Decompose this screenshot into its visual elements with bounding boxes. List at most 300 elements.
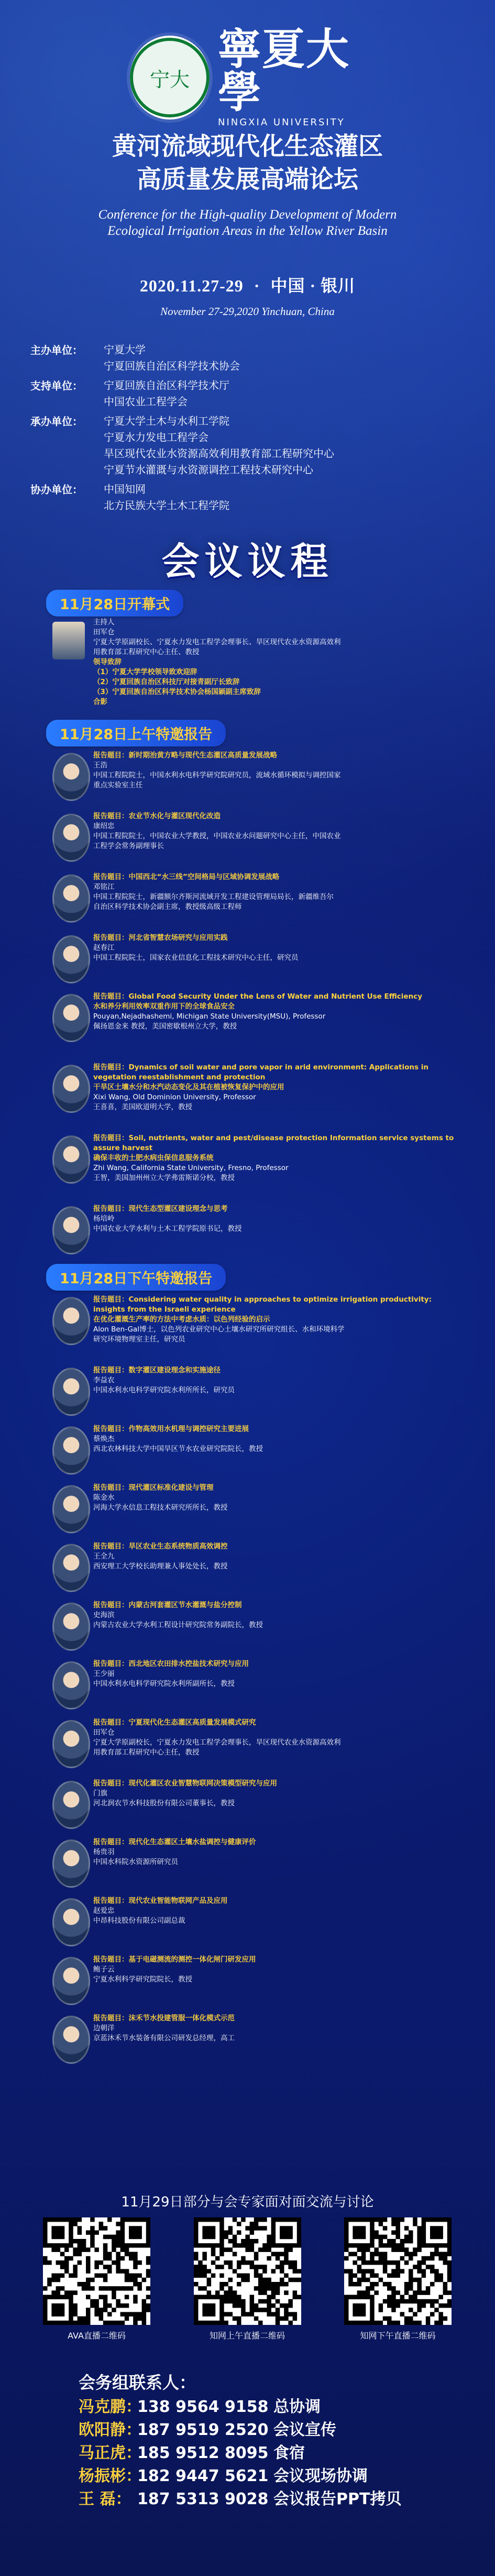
qr-module xyxy=(258,2308,263,2312)
qr-module xyxy=(434,2247,439,2252)
qr-module xyxy=(409,2317,413,2321)
sponsor-row xyxy=(30,342,465,374)
qr-module xyxy=(262,2282,267,2287)
sponsor-org: 旱区现代农业水资源高效利用教育部工程研究中心 xyxy=(104,447,334,460)
qr-module xyxy=(438,2256,443,2261)
qr-module xyxy=(78,2282,82,2287)
speaker-avatar xyxy=(52,1368,90,1416)
qr-module xyxy=(56,2226,61,2231)
qr-module xyxy=(447,2265,452,2269)
qr-module xyxy=(422,2299,426,2304)
qr-module xyxy=(224,2260,228,2265)
qr-module xyxy=(366,2243,370,2248)
qr-module xyxy=(344,2231,349,2235)
qr-module xyxy=(237,2260,241,2265)
qr-module xyxy=(391,2247,396,2252)
qr-module xyxy=(219,2295,224,2300)
qr-module xyxy=(142,2217,147,2222)
qr-module xyxy=(430,2282,435,2287)
qr-module xyxy=(133,2274,138,2278)
qr-module xyxy=(426,2317,431,2321)
university-logo xyxy=(130,24,366,128)
qr-module xyxy=(146,2231,150,2235)
qr-module xyxy=(391,2290,396,2295)
qr-module xyxy=(73,2265,78,2269)
qr-module xyxy=(232,2317,237,2321)
qr-module xyxy=(391,2231,396,2235)
qr-module xyxy=(258,2265,263,2269)
speaker-line: 王少丽 xyxy=(93,1670,115,1678)
qr-module xyxy=(387,2321,392,2325)
qr-module xyxy=(361,2256,366,2261)
qr-module xyxy=(215,2217,220,2222)
qr-module xyxy=(379,2217,383,2222)
qr-module xyxy=(353,2235,357,2239)
qr-module xyxy=(391,2303,396,2308)
talk-title: 报告题目：现代农业智能物联网产品及应用 xyxy=(93,1897,228,1905)
qr-module xyxy=(409,2256,413,2261)
sponsor-org: 宁夏回族自治区科学技术厅 xyxy=(104,379,229,392)
qr-module xyxy=(409,2269,413,2274)
qr-module xyxy=(348,2217,353,2222)
qr-module xyxy=(90,2217,95,2222)
speaker-line: Pouyan,Nejadhashemi, Michigan State University(MSU), Professor xyxy=(93,1012,326,1021)
qr-module xyxy=(254,2222,258,2226)
qr-module xyxy=(284,2235,289,2239)
qr-module xyxy=(275,2286,280,2291)
qr-module xyxy=(120,2239,125,2244)
qr-module xyxy=(47,2278,52,2282)
qr-module xyxy=(348,2274,353,2278)
qr-module xyxy=(374,2321,379,2325)
sponsor-orgs xyxy=(104,377,229,410)
contact-phone[interactable]: 185 9512 8095 xyxy=(137,2444,269,2462)
qr-module xyxy=(90,2299,95,2304)
qr-module xyxy=(219,2265,224,2269)
sponsor-role: 支持单位： xyxy=(30,380,83,392)
qr-module xyxy=(348,2278,353,2282)
qr-module xyxy=(107,2312,112,2317)
qr-module xyxy=(73,2269,78,2274)
qr-module xyxy=(120,2286,125,2291)
qr-module xyxy=(228,2290,233,2295)
qr-module xyxy=(86,2317,91,2321)
qr-item[interactable] xyxy=(194,2217,301,2354)
qr-module xyxy=(56,2286,61,2291)
qr-module xyxy=(241,2308,246,2312)
talk-item xyxy=(0,1058,495,1129)
qr-module xyxy=(361,2226,366,2231)
qr-module xyxy=(292,2217,297,2222)
qr-module xyxy=(348,2252,353,2257)
speaker-line: 边朝洋 xyxy=(93,2024,115,2032)
qr-module xyxy=(379,2260,383,2265)
qr-module xyxy=(69,2303,73,2308)
qr-module xyxy=(284,2282,289,2287)
talk-text xyxy=(93,1837,460,1867)
qr-module xyxy=(133,2321,138,2325)
qr-module xyxy=(426,2243,431,2248)
speaker-line: 杨培岭 xyxy=(93,1215,115,1223)
qr-module xyxy=(116,2235,120,2239)
qr-module xyxy=(86,2312,91,2317)
qr-code-icon[interactable] xyxy=(344,2217,452,2325)
qr-module xyxy=(120,2217,125,2222)
talk-title: 报告题目：内蒙古河套灌区节水灌溉与盐分控制 xyxy=(93,1601,242,1609)
qr-module xyxy=(434,2252,439,2257)
qr-module xyxy=(434,2308,439,2312)
qr-module xyxy=(370,2217,375,2222)
qr-module xyxy=(78,2321,82,2325)
talk-text xyxy=(93,872,460,912)
qr-module xyxy=(267,2299,271,2304)
qr-module xyxy=(129,2278,134,2282)
speaker-line: 鲍子云 xyxy=(93,1965,115,1974)
talk-item xyxy=(0,1892,495,1951)
qr-module xyxy=(284,2252,289,2257)
host-avatar xyxy=(52,622,85,659)
qr-module xyxy=(370,2286,375,2291)
qr-module xyxy=(107,2235,112,2239)
qr-module xyxy=(443,2243,448,2248)
qr-module xyxy=(296,2239,301,2244)
contact-duty: 总协调 xyxy=(273,2398,321,2416)
contact-phone[interactable]: 182 9447 5621 xyxy=(137,2467,269,2485)
speaker-line: 自治区科学技术协会副主席，教授级高级工程师 xyxy=(93,903,242,911)
qr-module xyxy=(249,2260,254,2265)
qr-module xyxy=(271,2286,276,2291)
talk-item xyxy=(0,1774,495,1833)
qr-module xyxy=(395,2265,400,2269)
qr-module xyxy=(228,2231,233,2235)
qr-module xyxy=(404,2247,409,2252)
qr-item[interactable] xyxy=(43,2217,150,2354)
qr-module xyxy=(232,2239,237,2244)
qr-module xyxy=(202,2235,207,2239)
section-title-opening: 11月28日开幕式 xyxy=(46,590,183,616)
qr-module xyxy=(78,2247,82,2252)
qr-module xyxy=(262,2247,267,2252)
qr-module xyxy=(60,2231,65,2235)
qr-module xyxy=(125,2269,129,2274)
title-cn-line: 高质量发展高端论坛 xyxy=(137,165,358,194)
qr-module xyxy=(249,2247,254,2252)
qr-module xyxy=(206,2282,211,2287)
qr-module xyxy=(112,2247,116,2252)
qr-module xyxy=(129,2231,134,2235)
qr-module xyxy=(56,2312,61,2317)
qr-module xyxy=(447,2231,452,2235)
qr-module xyxy=(237,2243,241,2248)
qr-module xyxy=(370,2321,375,2325)
qr-module xyxy=(374,2282,379,2287)
speaker-line: 杨贵羽 xyxy=(93,1848,115,1856)
qr-module xyxy=(422,2217,426,2222)
qr-module xyxy=(254,2269,258,2274)
qr-module xyxy=(296,2269,301,2274)
qr-module xyxy=(353,2295,357,2300)
qr-module xyxy=(438,2226,443,2231)
qr-module xyxy=(409,2295,413,2300)
qr-module xyxy=(82,2286,86,2291)
qr-module xyxy=(94,2274,99,2278)
qr-module xyxy=(395,2260,400,2265)
contact-phone[interactable]: 187 9519 2520 xyxy=(137,2421,269,2439)
qr-module xyxy=(194,2274,199,2278)
qr-module xyxy=(137,2282,142,2287)
qr-module xyxy=(391,2243,396,2248)
qr-module xyxy=(219,2317,224,2321)
qr-module xyxy=(86,2278,91,2282)
qr-module xyxy=(370,2282,375,2287)
qr-module xyxy=(107,2269,112,2274)
qr-module xyxy=(296,2231,301,2235)
qr-module xyxy=(211,2312,215,2317)
qr-module xyxy=(267,2303,271,2308)
date-en: November 27-29,2020 Yinchuan, China xyxy=(160,305,335,318)
qr-module xyxy=(357,2243,362,2248)
qr-code-icon[interactable] xyxy=(43,2217,150,2325)
qr-module xyxy=(417,2299,422,2304)
qr-module xyxy=(348,2243,353,2248)
qr-module xyxy=(430,2217,435,2222)
qr-module xyxy=(370,2317,375,2321)
qr-module xyxy=(258,2274,263,2278)
qr-module xyxy=(228,2312,233,2317)
qr-module xyxy=(348,2269,353,2274)
qr-module xyxy=(438,2274,443,2278)
qr-module xyxy=(103,2235,108,2239)
qr-module xyxy=(116,2303,120,2308)
qr-module xyxy=(383,2265,388,2269)
qr-module xyxy=(370,2235,375,2239)
qr-module xyxy=(215,2295,220,2300)
qr-module xyxy=(280,2226,284,2231)
qr-module xyxy=(422,2269,426,2274)
qr-module xyxy=(112,2290,116,2295)
qr-module xyxy=(194,2231,199,2235)
contact-name: 欧阳静： xyxy=(79,2421,141,2439)
talk-text xyxy=(93,751,460,791)
qr-module xyxy=(413,2290,417,2295)
qr-module xyxy=(443,2217,448,2222)
qr-module xyxy=(125,2278,129,2282)
talk-item xyxy=(0,1291,495,1361)
qr-module xyxy=(409,2235,413,2239)
qr-module xyxy=(409,2278,413,2282)
qr-module xyxy=(47,2321,52,2325)
qr-module xyxy=(82,2243,86,2248)
qr-module xyxy=(211,2274,215,2278)
qr-module xyxy=(400,2243,405,2248)
qr-module xyxy=(142,2278,147,2282)
qr-module xyxy=(387,2243,392,2248)
qr-module xyxy=(211,2226,215,2231)
qr-module xyxy=(202,2295,207,2300)
qr-module xyxy=(47,2282,52,2287)
qr-module xyxy=(64,2247,69,2252)
qr-module xyxy=(267,2278,271,2282)
qr-module xyxy=(357,2217,362,2222)
qr-module xyxy=(404,2239,409,2244)
qr-module xyxy=(267,2308,271,2312)
qr-module xyxy=(237,2295,241,2300)
qr-module xyxy=(245,2274,250,2278)
qr-module xyxy=(56,2290,61,2295)
qr-module xyxy=(232,2299,237,2304)
qr-module xyxy=(116,2252,120,2257)
qr-module xyxy=(417,2226,422,2231)
qr-module xyxy=(202,2243,207,2248)
speaker-avatar xyxy=(52,1544,90,1592)
qr-module xyxy=(447,2299,452,2304)
qr-module xyxy=(232,2235,237,2239)
morning-section xyxy=(0,720,495,746)
qr-module xyxy=(133,2282,138,2287)
qr-module xyxy=(395,2217,400,2222)
qr-module xyxy=(417,2308,422,2312)
qr-module xyxy=(56,2260,61,2265)
qr-module xyxy=(361,2295,366,2300)
qr-module xyxy=(60,2243,65,2248)
title-en-line: Conference for the High-quality Development of Modern xyxy=(98,208,397,222)
qr-module xyxy=(353,2217,357,2222)
qr-module xyxy=(409,2321,413,2325)
speaker-line: 赵爱忠 xyxy=(93,1907,115,1915)
qr-module xyxy=(395,2226,400,2231)
qr-module xyxy=(211,2243,215,2248)
speaker-line: 中国工程院院士，中国水利水电科学研究院研究员，流域水循环模拟与调控国家 xyxy=(93,771,341,780)
qr-module xyxy=(422,2243,426,2248)
qr-module xyxy=(422,2260,426,2265)
speaker-line: 李益农 xyxy=(93,1376,115,1384)
qr-module xyxy=(211,2260,215,2265)
qr-module xyxy=(379,2256,383,2261)
qr-caption: AVA直播二维码 xyxy=(68,2331,126,2341)
qr-module xyxy=(417,2278,422,2282)
qr-module xyxy=(86,2269,91,2274)
qr-module xyxy=(370,2308,375,2312)
qr-module xyxy=(249,2295,254,2300)
qr-module xyxy=(120,2256,125,2261)
qr-module xyxy=(64,2265,69,2269)
qr-module xyxy=(146,2256,150,2261)
qr-module xyxy=(400,2269,405,2274)
sponsor-org: 宁夏大学 xyxy=(104,343,146,356)
qr-module xyxy=(103,2243,108,2248)
sponsor-org: 宁夏节水灌溉与水资源调控工程技术研究中心 xyxy=(104,463,313,476)
qr-module xyxy=(43,2243,48,2248)
speaker-line: 王全九 xyxy=(93,1552,115,1561)
title-en-line: Ecological Irrigation Areas in the Yellow River Basin xyxy=(107,224,388,239)
qr-module xyxy=(344,2295,349,2300)
qr-module xyxy=(366,2260,370,2265)
qr-module xyxy=(366,2321,370,2325)
qr-module xyxy=(267,2235,271,2239)
speaker-line: 中国水科院水资源所研究员 xyxy=(93,1858,178,1866)
qr-module xyxy=(430,2231,435,2235)
qr-module xyxy=(391,2295,396,2300)
qr-module xyxy=(353,2274,357,2278)
qr-module xyxy=(249,2226,254,2231)
speaker-avatar xyxy=(52,994,90,1042)
qr-module xyxy=(383,2252,388,2257)
logo-cn: 寧夏大學 xyxy=(218,24,350,117)
qr-module xyxy=(43,2312,48,2317)
qr-module xyxy=(51,2308,56,2312)
qr-module xyxy=(43,2303,48,2308)
qr-module xyxy=(344,2321,349,2325)
qr-module xyxy=(82,2317,86,2321)
qr-codes xyxy=(43,2217,452,2354)
qr-module xyxy=(254,2317,258,2321)
qr-module xyxy=(258,2290,263,2295)
contact-list xyxy=(79,2396,445,2511)
qr-module xyxy=(370,2231,375,2235)
qr-module xyxy=(78,2217,82,2222)
talk-text xyxy=(93,1779,460,1809)
qr-module xyxy=(69,2295,73,2300)
speaker-avatar xyxy=(52,1485,90,1533)
qr-module xyxy=(198,2260,203,2265)
qr-module xyxy=(353,2243,357,2248)
qr-module xyxy=(116,2239,120,2244)
qr-module xyxy=(137,2226,142,2231)
qr-item[interactable] xyxy=(344,2217,452,2354)
qr-module xyxy=(60,2321,65,2325)
logo-en: NINGXIA UNIVERSITY xyxy=(218,116,345,128)
qr-module xyxy=(383,2235,388,2239)
qr-module xyxy=(215,2256,220,2261)
qr-module xyxy=(78,2243,82,2248)
contact-phone[interactable]: 138 9564 9158 xyxy=(137,2398,269,2416)
qr-module xyxy=(434,2269,439,2274)
qr-module xyxy=(443,2256,448,2261)
qr-module xyxy=(103,2247,108,2252)
qr-module xyxy=(262,2269,267,2274)
qr-module xyxy=(237,2303,241,2308)
speaker-line: Xixi Wang, Old Dominion University, Professor xyxy=(93,1093,256,1101)
qr-module xyxy=(47,2295,52,2300)
qr-module xyxy=(426,2256,431,2261)
qr-module xyxy=(374,2252,379,2257)
qr-module xyxy=(417,2243,422,2248)
qr-module xyxy=(395,2274,400,2278)
qr-module xyxy=(228,2260,233,2265)
qr-module xyxy=(353,2252,357,2257)
qr-module xyxy=(107,2217,112,2222)
qr-module xyxy=(224,2231,228,2235)
speaker-line: 田军仓 xyxy=(93,1728,115,1737)
qr-module xyxy=(56,2235,61,2239)
qr-module xyxy=(129,2226,134,2231)
qr-code-icon[interactable] xyxy=(194,2217,301,2325)
qr-module xyxy=(404,2321,409,2325)
qr-module xyxy=(228,2226,233,2231)
qr-module xyxy=(434,2226,439,2231)
qr-module xyxy=(422,2256,426,2261)
qr-module xyxy=(438,2217,443,2222)
qr-module xyxy=(292,2269,297,2274)
qr-module xyxy=(447,2290,452,2295)
qr-module xyxy=(422,2274,426,2278)
talk-text xyxy=(93,1659,460,1689)
qr-module xyxy=(258,2247,263,2252)
qr-module xyxy=(344,2312,349,2317)
qr-module xyxy=(64,2295,69,2300)
qr-module xyxy=(413,2295,417,2300)
contact-phone[interactable]: 187 5313 9028 xyxy=(137,2490,269,2508)
